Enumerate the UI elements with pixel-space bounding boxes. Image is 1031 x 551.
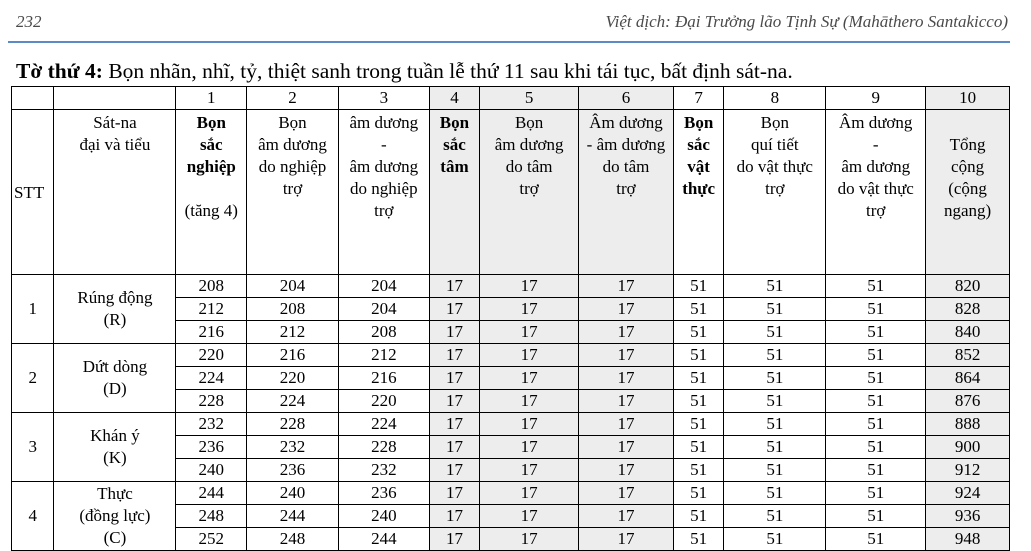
column-number: 9 <box>826 87 926 110</box>
moment-label-line: Khán ý <box>90 426 140 445</box>
header-line: âm dương <box>494 135 564 154</box>
value-cell: 216 <box>338 367 429 390</box>
value-cell: 17 <box>429 436 479 459</box>
value-cell: 17 <box>480 482 579 505</box>
value-cell: 51 <box>724 367 826 390</box>
header-line: do vật thực <box>837 179 914 198</box>
header-line: do nghiệp <box>350 179 418 198</box>
value-cell: 212 <box>338 344 429 367</box>
value-cell: 51 <box>826 505 926 528</box>
value-cell: 51 <box>724 275 826 298</box>
value-cell: 248 <box>176 505 247 528</box>
value-cell: 948 <box>926 528 1010 551</box>
value-cell: 900 <box>926 436 1010 459</box>
value-cell: 51 <box>673 298 723 321</box>
value-cell: 924 <box>926 482 1010 505</box>
moment-label-cell <box>54 275 176 344</box>
table-row <box>12 413 1010 436</box>
moment-label-line: (D) <box>103 379 127 398</box>
moment-label-cell <box>54 482 176 551</box>
value-cell: 51 <box>673 344 723 367</box>
value-cell: 51 <box>826 436 926 459</box>
value-cell: 51 <box>826 413 926 436</box>
value-cell: 17 <box>480 367 579 390</box>
value-cell: 17 <box>429 459 479 482</box>
value-cell: 17 <box>429 505 479 528</box>
value-cell: 17 <box>579 528 674 551</box>
stt-cell: 4 <box>12 482 54 551</box>
value-cell: 51 <box>826 344 926 367</box>
header-line-bold: nghiệp <box>186 157 236 176</box>
header-line-bold: Bọn <box>439 113 470 132</box>
value-cell: 51 <box>724 298 826 321</box>
moment-label-line: Thực <box>97 484 133 503</box>
column-header <box>338 110 429 275</box>
header-line: (cộng <box>948 179 987 198</box>
stt-cell: 3 <box>12 413 54 482</box>
value-cell: 17 <box>429 298 479 321</box>
header-line: (tăng 4) <box>184 201 238 220</box>
value-cell: 232 <box>176 413 247 436</box>
header-line: Sát-na <box>93 113 137 132</box>
value-cell: 236 <box>338 482 429 505</box>
value-cell: 51 <box>826 298 926 321</box>
value-cell: 244 <box>338 528 429 551</box>
value-cell: 224 <box>247 390 339 413</box>
moment-label-line: (K) <box>103 448 127 467</box>
header-line: Bọn <box>760 113 789 132</box>
table-row <box>12 482 1010 505</box>
header-line: âm dương <box>258 135 327 154</box>
header-line: trợ <box>765 179 785 198</box>
header-line: ngang) <box>943 201 992 220</box>
header-line: trợ <box>519 179 539 198</box>
header-line: do vật thực <box>736 157 813 176</box>
value-cell: 51 <box>724 390 826 413</box>
value-cell: 888 <box>926 413 1010 436</box>
column-number: 8 <box>724 87 826 110</box>
value-cell: 51 <box>673 482 723 505</box>
value-cell: 17 <box>480 459 579 482</box>
header-line-bold: Bọn <box>196 113 226 132</box>
value-cell: 17 <box>480 505 579 528</box>
header-line: do tâm <box>602 157 650 176</box>
header-line: trợ <box>616 179 636 198</box>
value-cell: 212 <box>247 321 339 344</box>
value-cell: 208 <box>338 321 429 344</box>
column-header-row <box>12 110 1010 275</box>
moment-label-line: Rúng động <box>77 288 153 307</box>
column-header <box>579 110 674 275</box>
header-line: Âm dương <box>838 113 913 132</box>
column-number: 5 <box>480 87 579 110</box>
moment-label-line: (đồng lực) <box>79 506 151 525</box>
value-cell: 51 <box>826 367 926 390</box>
moment-label-cell <box>54 344 176 413</box>
value-cell: 51 <box>673 413 723 436</box>
value-cell: 240 <box>338 505 429 528</box>
caption-text: Bọn nhãn, nhĩ, tỷ, thiệt sanh trong tuần lễ thứ 11 sau khi tái tục, bất định sát-na. <box>102 59 793 83</box>
stt-cell: 1 <box>12 275 54 344</box>
column-header <box>724 110 826 275</box>
value-cell: 51 <box>826 275 926 298</box>
value-cell: 51 <box>673 528 723 551</box>
header-line: Tổng <box>949 135 986 154</box>
value-cell: 17 <box>579 459 674 482</box>
value-cell: 51 <box>673 275 723 298</box>
moment-label-cell <box>54 413 176 482</box>
column-header <box>926 110 1010 275</box>
value-cell: 936 <box>926 505 1010 528</box>
header-line-bold: sắc <box>443 135 466 154</box>
value-cell: 228 <box>338 436 429 459</box>
value-cell: 17 <box>480 436 579 459</box>
page-header <box>16 8 1016 38</box>
value-cell: 17 <box>480 528 579 551</box>
value-cell: 17 <box>579 367 674 390</box>
moment-label-line: Dứt dòng <box>82 357 148 376</box>
value-cell: 51 <box>826 459 926 482</box>
header-line-bold: sắc <box>687 135 710 154</box>
page-number: 232 <box>16 12 42 31</box>
value-cell: 51 <box>673 505 723 528</box>
column-header <box>826 110 926 275</box>
value-cell: 51 <box>724 321 826 344</box>
value-cell: 17 <box>579 344 674 367</box>
moment-label-line: (C) <box>103 528 127 547</box>
value-cell: 51 <box>826 321 926 344</box>
value-cell: 17 <box>480 321 579 344</box>
value-cell: 17 <box>579 390 674 413</box>
value-cell: 244 <box>247 505 339 528</box>
label-header <box>54 110 176 275</box>
header-line: - âm dương <box>586 135 666 154</box>
value-cell: 17 <box>480 390 579 413</box>
column-number-row <box>12 87 1010 110</box>
empty-cell <box>12 87 54 110</box>
value-cell: 204 <box>338 275 429 298</box>
header-line: trợ <box>866 201 886 220</box>
value-cell: 17 <box>579 321 674 344</box>
header-line-bold: Bọn <box>683 113 714 132</box>
header-line: đại và tiểu <box>79 135 151 154</box>
column-number: 2 <box>247 87 339 110</box>
value-cell: 204 <box>338 298 429 321</box>
value-cell: 17 <box>480 413 579 436</box>
value-cell: 51 <box>673 321 723 344</box>
header-line: trợ <box>282 179 303 198</box>
empty-cell <box>54 87 176 110</box>
value-cell: 17 <box>579 275 674 298</box>
value-cell: 17 <box>429 367 479 390</box>
value-cell: 51 <box>724 413 826 436</box>
header-line: - <box>380 135 387 154</box>
column-header <box>673 110 723 275</box>
value-cell: 220 <box>247 367 339 390</box>
value-cell: 51 <box>724 505 826 528</box>
value-cell: 51 <box>724 528 826 551</box>
value-cell: 232 <box>247 436 339 459</box>
column-header <box>247 110 339 275</box>
header-rule <box>8 41 1010 43</box>
column-number: 1 <box>176 87 247 110</box>
header-line: cộng <box>951 157 985 176</box>
value-cell: 17 <box>579 413 674 436</box>
value-cell: 17 <box>429 413 479 436</box>
value-cell: 248 <box>247 528 339 551</box>
column-number: 6 <box>579 87 674 110</box>
stt-cell: 2 <box>12 344 54 413</box>
header-line: Bọn <box>278 113 307 132</box>
table-row <box>12 275 1010 298</box>
value-cell: 864 <box>926 367 1010 390</box>
column-header <box>429 110 479 275</box>
value-cell: 216 <box>176 321 247 344</box>
column-number: 4 <box>429 87 479 110</box>
value-cell: 820 <box>926 275 1010 298</box>
header-line: âm dương <box>349 157 419 176</box>
header-line-bold: vật <box>687 157 710 176</box>
value-cell: 244 <box>176 482 247 505</box>
value-cell: 208 <box>176 275 247 298</box>
value-cell: 17 <box>429 275 479 298</box>
value-cell: 236 <box>247 459 339 482</box>
header-line-bold: thực <box>682 179 716 198</box>
value-cell: 228 <box>176 390 247 413</box>
value-cell: 51 <box>724 482 826 505</box>
header-line: quí tiết <box>750 135 799 154</box>
header-line: Âm dương <box>589 113 663 132</box>
value-cell: 912 <box>926 459 1010 482</box>
value-cell: 828 <box>926 298 1010 321</box>
value-cell: 220 <box>338 390 429 413</box>
table-row <box>12 344 1010 367</box>
value-cell: 204 <box>247 275 339 298</box>
header-line: âm dương <box>349 113 419 132</box>
value-cell: 17 <box>579 505 674 528</box>
value-cell: 17 <box>429 321 479 344</box>
header-spacer <box>178 178 244 200</box>
value-cell: 17 <box>429 344 479 367</box>
column-number: 7 <box>673 87 723 110</box>
value-cell: 17 <box>429 390 479 413</box>
value-cell: 51 <box>724 344 826 367</box>
header-line-bold: sắc <box>199 135 223 154</box>
value-cell: 17 <box>579 298 674 321</box>
value-cell: 51 <box>724 436 826 459</box>
column-header <box>480 110 579 275</box>
value-cell: 232 <box>338 459 429 482</box>
data-table <box>11 86 1010 551</box>
value-cell: 51 <box>673 367 723 390</box>
value-cell: 224 <box>176 367 247 390</box>
column-header <box>176 110 247 275</box>
value-cell: 51 <box>826 390 926 413</box>
value-cell: 17 <box>480 275 579 298</box>
stt-header: STT <box>12 110 54 275</box>
caption-label: Tờ thứ 4: <box>16 59 103 83</box>
value-cell: 51 <box>826 482 926 505</box>
moment-label-line: (R) <box>103 310 127 329</box>
header-line-bold: tâm <box>440 157 469 176</box>
value-cell: 51 <box>724 459 826 482</box>
value-cell: 17 <box>480 298 579 321</box>
value-cell: 236 <box>176 436 247 459</box>
running-title: Việt dịch: Đại Trưởng lão Tịnh Sự (Mahāthero Santakicco) <box>605 12 1008 31</box>
value-cell: 17 <box>429 528 479 551</box>
header-line: Bọn <box>514 113 544 132</box>
value-cell: 208 <box>247 298 339 321</box>
value-cell: 51 <box>826 528 926 551</box>
value-cell: 852 <box>926 344 1010 367</box>
header-line: âm dương <box>841 157 911 176</box>
value-cell: 876 <box>926 390 1010 413</box>
value-cell: 216 <box>247 344 339 367</box>
header-line: do tâm <box>505 157 553 176</box>
value-cell: 17 <box>579 482 674 505</box>
value-cell: 17 <box>579 436 674 459</box>
value-cell: 220 <box>176 344 247 367</box>
value-cell: 51 <box>673 436 723 459</box>
header-line: do nghiệp <box>258 157 327 176</box>
value-cell: 240 <box>247 482 339 505</box>
value-cell: 17 <box>429 482 479 505</box>
table-caption <box>16 58 793 84</box>
header-line: - <box>872 135 879 154</box>
header-line: trợ <box>374 201 394 220</box>
column-number: 10 <box>926 87 1010 110</box>
value-cell: 252 <box>176 528 247 551</box>
value-cell: 51 <box>673 459 723 482</box>
value-cell: 51 <box>673 390 723 413</box>
column-number: 3 <box>338 87 429 110</box>
value-cell: 840 <box>926 321 1010 344</box>
value-cell: 224 <box>338 413 429 436</box>
value-cell: 17 <box>480 344 579 367</box>
value-cell: 212 <box>176 298 247 321</box>
value-cell: 240 <box>176 459 247 482</box>
value-cell: 228 <box>247 413 339 436</box>
